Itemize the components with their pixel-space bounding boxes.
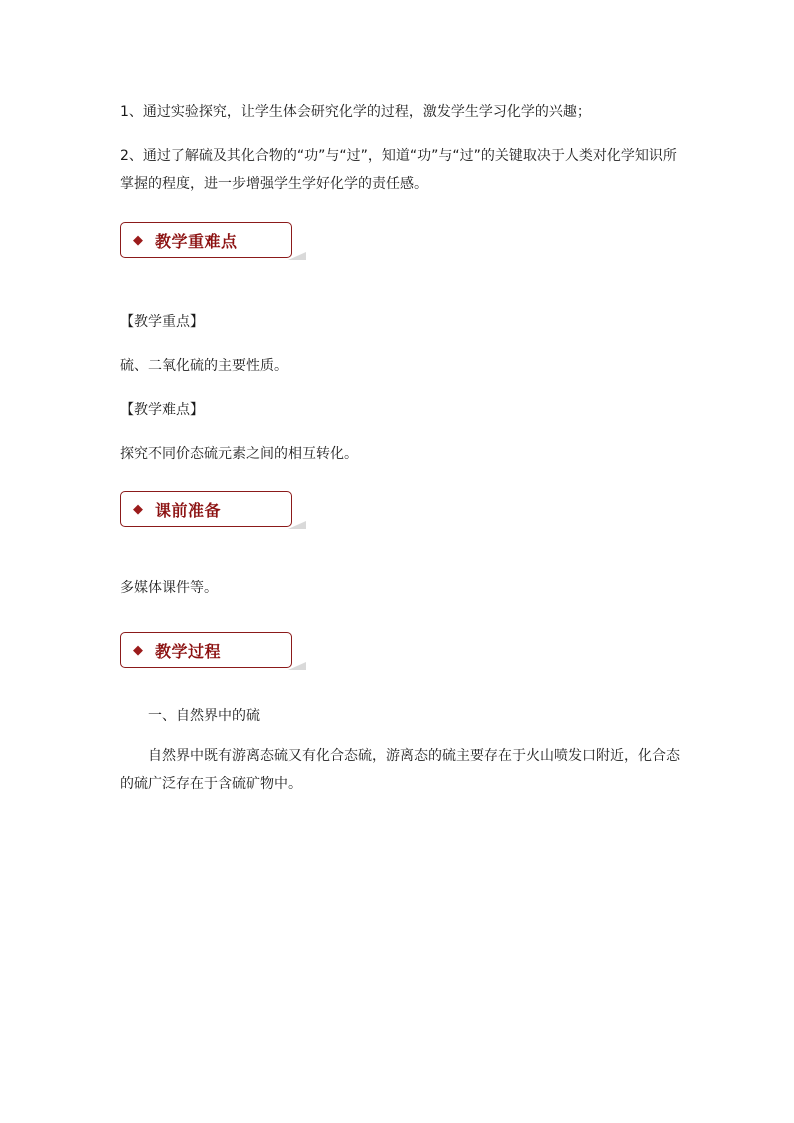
diamond-icon: ◆	[133, 642, 143, 658]
preparation-text: 多媒体课件等。	[120, 580, 218, 596]
section-title: 课前准备	[155, 500, 222, 520]
key-point-text: 硫、二氧化硫的主要性质。	[120, 358, 288, 374]
section-title: 教学重难点	[155, 231, 238, 251]
section-title: 教学过程	[155, 641, 222, 661]
process-subheading: 一、自然界中的硫	[148, 708, 260, 724]
objective-2: 2、通过了解硫及其化合物的“功”与“过”，知道“功”与“过”的关键取决于人类对化学知识所掌握的程度，进一步增强学生学好化学的责任感。	[120, 148, 677, 192]
difficult-point-text: 探究不同价态硫元素之间的相互转化。	[120, 446, 358, 462]
diamond-icon: ◆	[133, 501, 143, 517]
process-text: 自然界中既有游离态硫又有化合态硫，游离态的硫主要存在于火山喷发口附近，化合态的硫广泛存在于含硫矿物中。	[120, 748, 680, 792]
heading-shadow	[288, 250, 306, 260]
section-heading-preparation	[120, 491, 292, 527]
key-point-label: 【教学重点】	[120, 314, 204, 330]
heading-shadow	[288, 660, 306, 670]
objective-1: 1、通过实验探究，让学生体会研究化学的过程，激发学生学习化学的兴趣；	[120, 104, 591, 120]
heading-shadow	[288, 519, 306, 529]
difficult-point-label: 【教学难点】	[120, 402, 204, 418]
section-heading-key-difficult	[120, 222, 292, 258]
section-heading-process	[120, 632, 292, 668]
diamond-icon: ◆	[133, 232, 143, 248]
